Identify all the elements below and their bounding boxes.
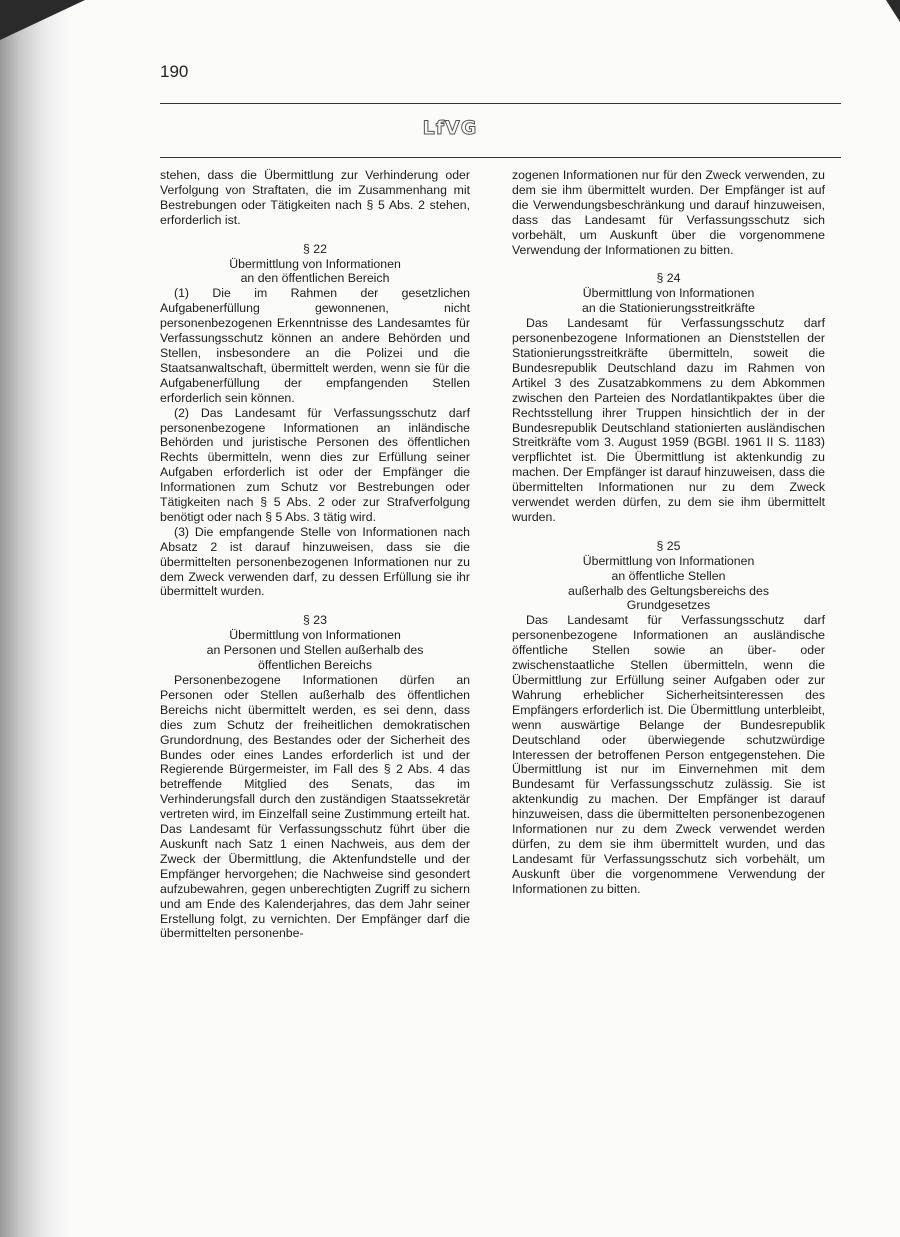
section-title: Übermittlung von Informationen [582, 286, 755, 301]
section-title: Übermittlung von Informationen [229, 628, 401, 643]
section-title: an öffentliche Stellen [611, 568, 726, 583]
section-title: außerhalb des Geltungsbereichs des [568, 583, 769, 598]
section-title: Übermittlung von Informationen [229, 256, 401, 271]
header-rule-bottom [160, 157, 841, 158]
section-number: § 23 [303, 613, 327, 628]
paragraph: (3) Die empfangende Stelle von Informationen nach Absatz 2 ist darauf hinzuweisen, dass sie die übermittelten personenbezogenen Informationen nur zu dem Zweck verwenden darf, zu dessen Erfüllung sie ihr übermittelt wurden. [160, 524, 470, 599]
section-title: an den öffentlichen Bereich [240, 271, 390, 286]
section-title: an die Stationierungsstreitkräfte [582, 301, 755, 316]
section-title: Grundgesetzes [626, 598, 711, 613]
paragraph: (1) Die im Rahmen der gesetzlichen Aufgabenerfüllung gewonnenen, nicht personenbezogenen Erkenntnisse des Landesamtes für Verfassungsschutz können an andere Behörden und Stellen, insbesondere an die Polizei und die Staatsanwaltschaft, übermittelt werden, wenn sie für die Aufgabenerfüllung der empfangenden Stellen erforderlich sein können. [160, 286, 470, 405]
continued-paragraph: stehen, dass die Übermittlung zur Verhinderung oder Verfolgung von Straftaten, die im Zusammenhang mit Bestrebungen oder Tätigkeiten nach § 5 Abs. 2 stehen, erforderlich ist. [160, 168, 470, 227]
header-rule-top [160, 103, 841, 104]
section-title: Übermittlung von Informationen [582, 553, 755, 568]
section-22 [160, 242, 470, 600]
header-logo: LfVG [422, 117, 478, 139]
paragraph: Personenbezogene Informationen dürfen an Personen oder Stellen außerhalb des öffentlichen Bereichs nicht übermittelt werden, es sei denn, dass dies zum Schutz der freiheitlichen demokratischen Grundordnung, des Bestandes oder der Sicherheit des Bundes oder eines Landes erforderlich ist und der Regierende Bürgermeister, im Fall des § 2 Abs. 4 das betreffende Mitglied des Senats, das im Verhinderungsfall durch den zuständigen Staatssekretär vertreten wird, im Einzelfall seine Zustimmung erteilt hat. Das Landesamt für Verfassungsschutz führt über die Auskunft nach Satz 1 einen Nachweis, aus dem der Zweck der Übermittlung, die Aktenfundstelle und der Empfänger hervorgehen; die Nachweise sind gesondert aufzubewahren, gegen unberechtigten Zugriff zu sichern und am Ende des Kalenderjahres, das dem Jahr seiner Erstellung folgt, zu vernichten. Der Empfänger darf die übermittelten personenbe- [160, 673, 470, 941]
scan-corner-top-left [0, 0, 85, 40]
section-number: § 25 [656, 538, 681, 553]
paragraph: (2) Das Landesamt für Verfassungsschutz darf personenbezogene Informationen an inländische Behörden und juristische Personen des öffentlichen Rechts übermitteln, wenn dies zur Erfüllung seiner Aufgaben erforderlich ist oder der Empfänger die Informationen zum Schutz vor Bestrebungen oder Tätigkeiten nach § 5 Abs. 2 oder zur Strafverfolgung benötigt oder nach § 5 Abs. 3 tätig wird. [160, 405, 470, 524]
page-number: 190 [160, 62, 189, 81]
section-title: öffentlichen Bereichs [258, 658, 372, 673]
section-number: § 24 [656, 271, 681, 286]
section-title: an Personen und Stellen außerhalb des [206, 643, 424, 658]
continued-paragraph: zogenen Informationen nur für den Zweck verwenden, zu dem sie ihm übermittelt wurden. Der Empfänger ist auf die Verwendungsbeschränkung und darauf hinzuweisen, dass das Landesamt für Verfassungsschutz sich vorbehält, um Auskunft über die vorgenommene Verwendung der Informationen zu bitten. [512, 168, 825, 257]
section-number: § 22 [303, 241, 327, 256]
section-23 [160, 613, 470, 941]
section-25 [512, 539, 825, 897]
paragraph: Das Landesamt für Verfassungsschutz darf personenbezogene Informationen an ausländische öffentliche Stellen sowie an über- oder zwischenstaatliche Stellen übermitteln, wenn die Übermittlung zur Erfüllung seiner Aufgaben oder zur Wahrung erheblicher Sicherheitsinteressen des Empfängers erforderlich ist. Die Übermittlung unterbleibt, wenn auswärtige Belange der Bundesrepublik Deutschland oder überwiegende schutzwürdige Interessen der betroffenen Person entgegenstehen. Die Übermittlung ist nur im Einvernehmen mit dem Bundesamt für Verfassungsschutz zulässig. Sie ist aktenkundig zu machen. Der Empfänger ist darauf hinzuweisen, dass die übermittelten personenbezogenen Informationen nur zu dem Zweck verwendet werden dürfen, zu dem sie ihm übermittelt wurden, und das Landesamt für Verfassungsschutz sich vorbehält, um Auskunft über die vorgenommene Verwendung der Informationen zu bitten. [512, 613, 825, 896]
right-column [512, 168, 825, 897]
left-column [160, 168, 470, 941]
section-24 [512, 271, 825, 524]
scan-corner-top-right [886, 0, 900, 22]
paragraph: Das Landesamt für Verfassungsschutz darf personenbezogene Informationen an Dienststellen der Stationierungsstreitkräfte übermitteln, soweit die Bundesrepublik Deutschland dazu im Rahmen von Artikel 3 des Zusatzabkommens zu dem Abkommen zwischen den Parteien des Nordatlantikpaktes über die Rechtsstellung ihrer Truppen hinsichtlich der in der Bundesrepublik Deutschland stationierten ausländischen Streitkräfte vom 3. August 1959 (BGBl. 1961 II S. 1183) verpflichtet ist. Die Übermittlung ist aktenkundig zu machen. Der Empfänger ist darauf hinzuweisen, dass die übermittelten Informationen nur zu dem Zweck verwendet werden dürfen, zu dem sie ihm übermittelt wurden. [512, 316, 825, 524]
page-binding-shadow [0, 0, 70, 1237]
